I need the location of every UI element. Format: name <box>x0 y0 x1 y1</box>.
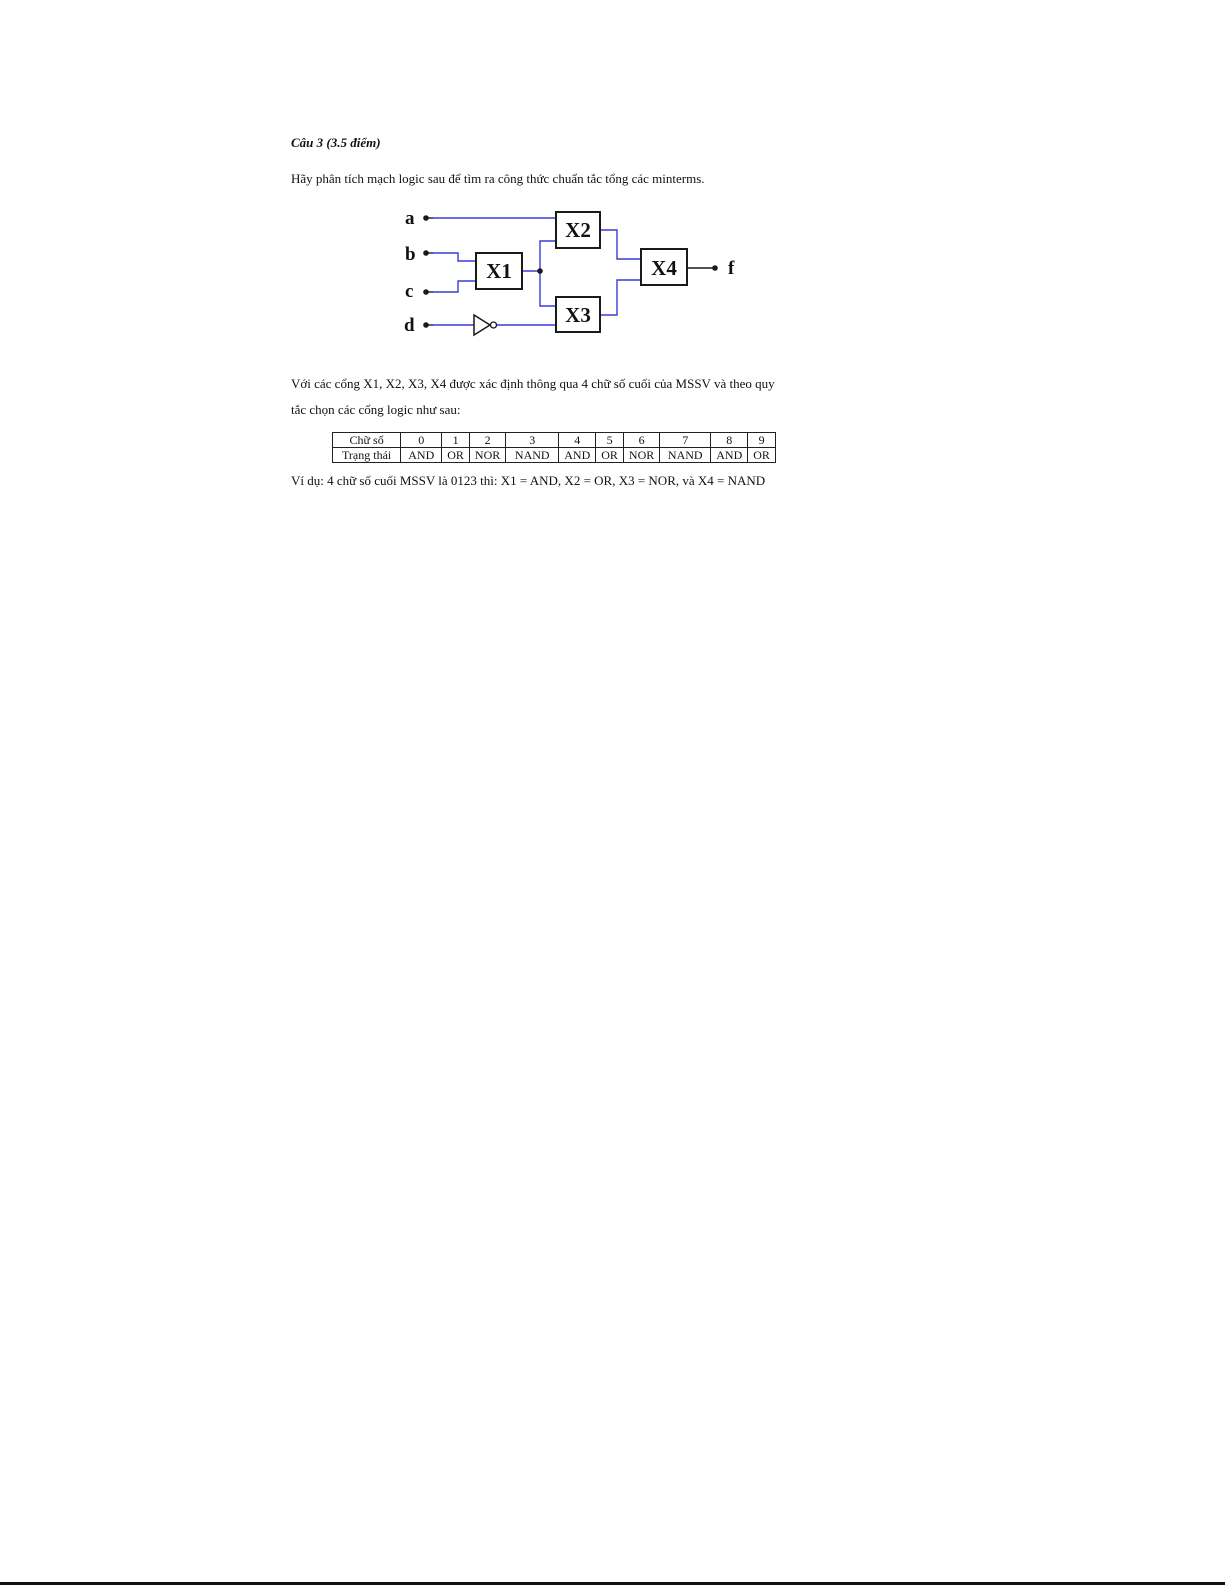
output-f-label: f <box>728 258 735 279</box>
gate-x1-label: X1 <box>486 259 512 283</box>
question-heading: Câu 3 (3.5 điểm) <box>291 135 381 150</box>
example-text: Ví dụ: 4 chữ số cuối MSSV là 0123 thì: X1 = AND, X2 = OR, X3 = NOR, và X4 = NAND <box>291 473 766 488</box>
state-cell: OR <box>596 448 624 463</box>
wire-x2-to-x4 <box>600 230 641 259</box>
rule-text-line-2: tắc chọn các cổng logic như sau: <box>291 402 461 417</box>
input-a-label: a <box>405 208 415 229</box>
wire-b-to-x1 <box>433 253 476 261</box>
state-header-cell: Trạng thái <box>333 448 401 463</box>
wire-c-to-x1 <box>433 281 476 292</box>
gate-x2 <box>556 212 600 248</box>
logic-circuit-diagram <box>395 200 745 342</box>
input-c-label: c <box>405 281 414 302</box>
gate-x3-label: X3 <box>565 303 591 327</box>
state-cell: OR <box>748 448 776 463</box>
inverter-bubble <box>491 322 497 328</box>
junction-dot <box>537 268 543 274</box>
state-cell: AND <box>711 448 748 463</box>
input-b-label: b <box>405 244 416 265</box>
rule-text-line-1: Với các cổng X1, X2, X3, X4 được xác định thông qua 4 chữ số cuối của MSSV và theo quy <box>291 376 775 391</box>
wire-x1-to-x2 <box>540 241 556 271</box>
gate-x4-label: X4 <box>651 256 677 280</box>
gate-selection-table <box>332 432 776 463</box>
digit-cell: 3 <box>506 433 559 448</box>
wire-x3-to-x4 <box>600 280 641 315</box>
gate-x4 <box>641 249 687 285</box>
state-cell: NOR <box>623 448 659 463</box>
digit-cell: 0 <box>401 433 442 448</box>
digit-header-cell: Chữ số <box>333 433 401 448</box>
digit-cell: 7 <box>660 433 711 448</box>
gate-x3 <box>556 297 600 332</box>
state-cell: NAND <box>660 448 711 463</box>
input-d-label: d <box>404 315 415 336</box>
digit-cell: 6 <box>623 433 659 448</box>
digit-cell: 9 <box>748 433 776 448</box>
output-f-terminal <box>712 265 718 271</box>
digit-cell: 5 <box>596 433 624 448</box>
state-cell: NOR <box>469 448 505 463</box>
gate-x1 <box>476 253 522 289</box>
inverter-icon <box>474 315 490 335</box>
wire-x1-to-x3 <box>540 271 556 306</box>
digit-cell: 4 <box>559 433 596 448</box>
digit-cell: 1 <box>442 433 470 448</box>
table-row-states <box>333 448 776 463</box>
state-cell: NAND <box>506 448 559 463</box>
state-cell: AND <box>559 448 596 463</box>
digit-cell: 2 <box>469 433 505 448</box>
state-cell: AND <box>401 448 442 463</box>
state-cell: OR <box>442 448 470 463</box>
table-row-digits <box>333 433 776 448</box>
question-intro: Hãy phân tích mạch logic sau để tìm ra công thức chuẩn tắc tổng các minterms. <box>291 171 705 186</box>
digit-cell: 8 <box>711 433 748 448</box>
gate-x2-label: X2 <box>565 218 591 242</box>
